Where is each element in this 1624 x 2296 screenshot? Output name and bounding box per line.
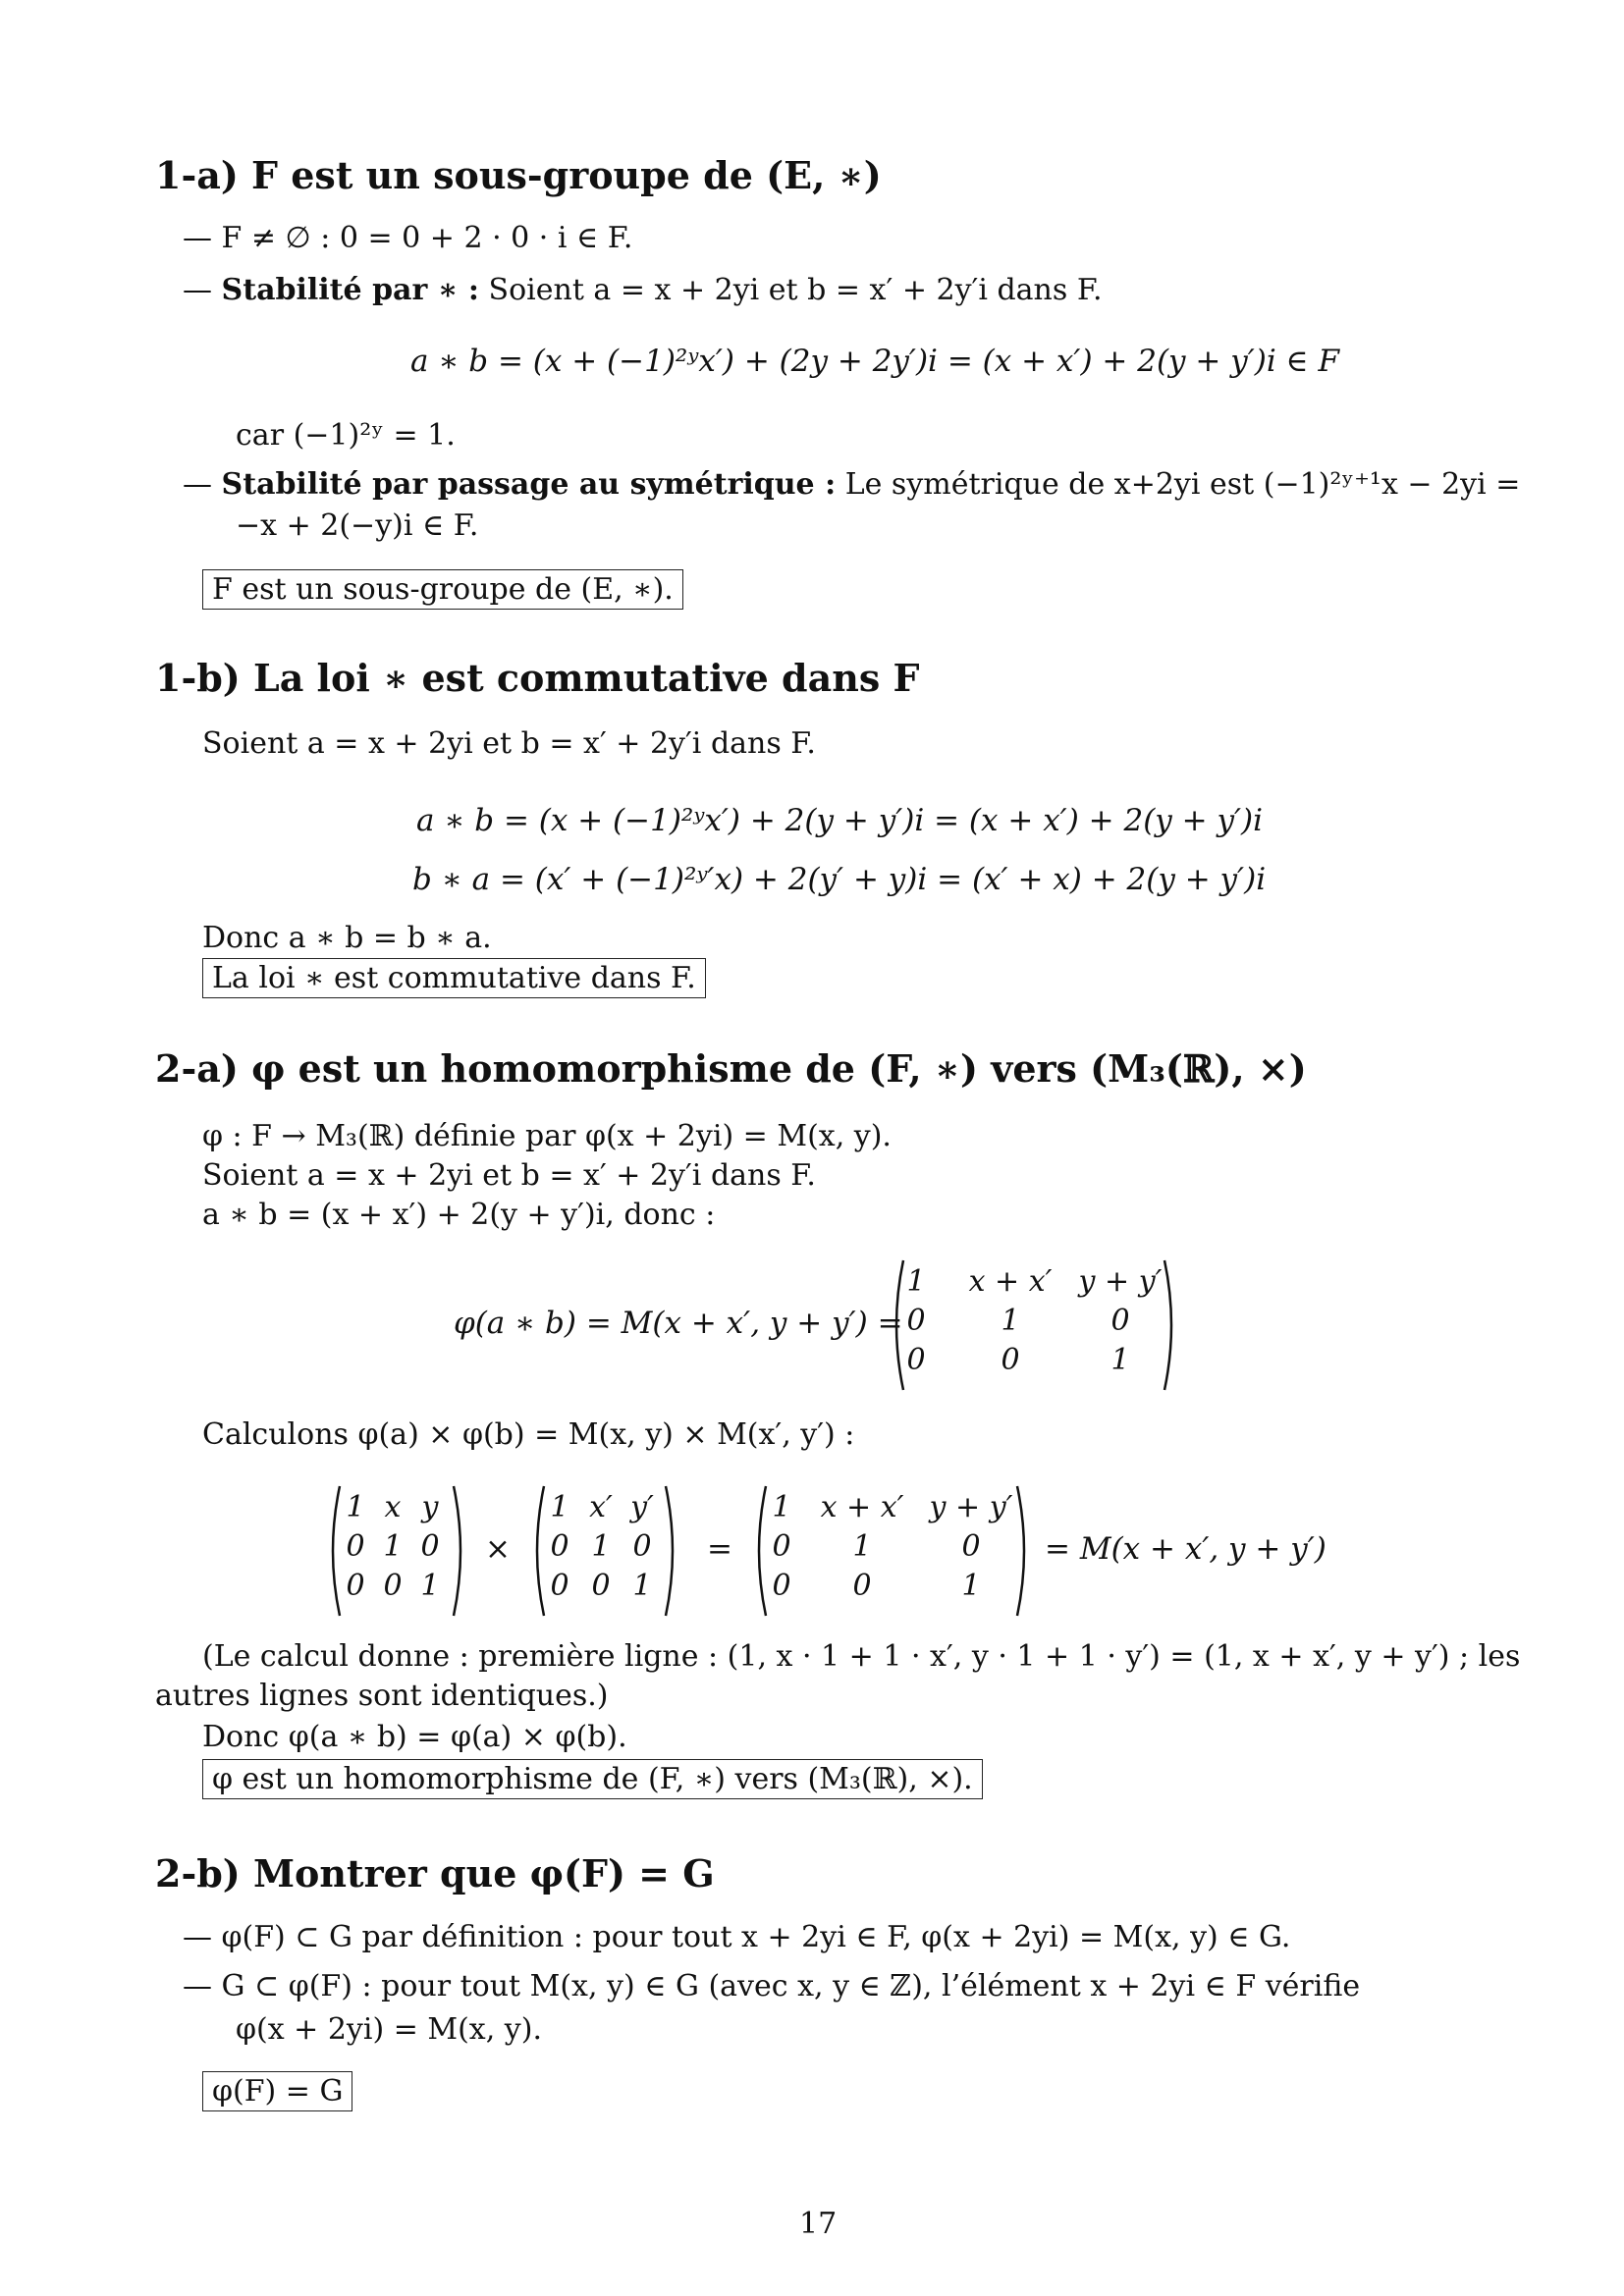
s2a-product: a ∗ b = (x + x′) + 2(y + y′)i, donc : xyxy=(202,1198,716,1232)
matrix-result xyxy=(750,1484,1035,1618)
s1a-equation: a ∗ b = (x + (−1)²ʸx′) + (2y + 2y′)i = (x + x′) + 2(y + y′)i ∈ F xyxy=(410,344,1339,379)
matrix-cell: y + y′ xyxy=(929,1490,1013,1524)
matrix-cell: 1 xyxy=(550,1490,569,1524)
s1b-equation-ba: b ∗ a = (x′ + (−1)²ʸ′x) + 2(y′ + y)i = (x′ + x) + 2(y + y′)i xyxy=(412,862,1267,897)
matrix-cell: 1 xyxy=(906,1264,926,1299)
s2b-item2-cont: φ(x + 2yi) = M(x, y). xyxy=(236,2012,542,2047)
matrix-cell: 1 xyxy=(420,1569,440,1603)
s1a-item2-text: Soient a = x + 2yi et b = x′ + 2y′i dans F. xyxy=(488,273,1103,307)
matrix-cell: 1 xyxy=(961,1569,981,1603)
s2a-result-box: φ est un homomorphisme de (F, ∗) vers (M₃(ℝ), ×). xyxy=(202,1759,983,1799)
matrix-right-paren xyxy=(450,1484,469,1618)
s2a-soient: Soient a = x + 2yi et b = x′ + 2y′i dans F. xyxy=(202,1158,816,1193)
matrix-right-paren xyxy=(662,1484,681,1618)
s1a-car: car (−1)²ʸ = 1. xyxy=(236,418,456,453)
matrix-cell: 0 xyxy=(591,1569,611,1603)
matrix-cell: 0 xyxy=(852,1569,872,1603)
matrix-cell: y xyxy=(421,1490,439,1524)
s1a-result-box: F est un sous-groupe de (E, ∗). xyxy=(202,569,683,610)
s1a-item3-text: Le symétrique de x+2yi est (−1)²ʸ⁺¹x − 2yi = xyxy=(844,467,1521,502)
s2a-calculons: Calculons φ(a) × φ(b) = M(x, y) × M(x′, y′) : xyxy=(202,1417,855,1452)
section-1b-title: 1-b) La loi ∗ est commutative dans F xyxy=(155,656,920,700)
matrix-cell: 1 xyxy=(1001,1304,1020,1338)
matrix-a xyxy=(324,1484,471,1618)
matrix-cell: x′ xyxy=(589,1490,613,1524)
s1b-equation-ab: a ∗ b = (x + (−1)²ʸx′) + 2(y + y′)i = (x + x′) + 2(y + y′)i xyxy=(416,803,1264,838)
s2a-note-line1: (Le calcul donne : première ligne : (1, x · 1 + 1 · x′, y · 1 + 1 · y′) = (1, x + x′, y + y′) ; les xyxy=(202,1639,1521,1674)
s1b-result-box: La loi ∗ est commutative dans F. xyxy=(202,958,706,998)
matrix-cell: 1 xyxy=(632,1569,652,1603)
matrix-cell: 0 xyxy=(550,1569,569,1603)
matrix-cell: x xyxy=(384,1490,402,1524)
matrix-cell: y + y′ xyxy=(1078,1264,1163,1299)
page-number: 17 xyxy=(799,2207,838,2241)
s2a-note-line2: autres lignes sont identiques.) xyxy=(155,1679,609,1713)
matrix-cell: y′ xyxy=(630,1490,654,1524)
s1a-item-symmetric: — Stabilité par passage au symétrique : Le symétrique de x+2yi est (−1)²ʸ⁺¹x − 2yi = xyxy=(183,467,1521,502)
matrix-cell: 1 xyxy=(1110,1343,1130,1377)
matrix-cell: 0 xyxy=(632,1529,652,1564)
s1a-item3-label: Stabilité par passage au symétrique : xyxy=(221,467,837,502)
matrix-cell: 0 xyxy=(346,1529,365,1564)
s2a-donc: Donc φ(a ∗ b) = φ(a) × φ(b). xyxy=(202,1720,627,1754)
s1a-item3-cont: −x + 2(−y)i ∈ F. xyxy=(236,508,479,543)
s2b-item1: — φ(F) ⊂ G par définition : pour tout x + 2yi ∈ F, φ(x + 2yi) = M(x, y) ∈ G. xyxy=(183,1920,1291,1954)
s2a-eq-rhs: = M(x + x′, y + y′) xyxy=(1045,1531,1326,1567)
matrix-cell: 0 xyxy=(383,1569,403,1603)
matrix-cell: 0 xyxy=(906,1343,926,1377)
matrix-cell: 0 xyxy=(1110,1304,1130,1338)
matrix-cell: 0 xyxy=(961,1529,981,1564)
equals-sign: = xyxy=(707,1531,732,1567)
matrix-cell: 0 xyxy=(550,1529,569,1564)
matrix-cell: 0 xyxy=(772,1569,791,1603)
s1a-item-nonempty: — F ≠ ∅ : 0 = 0 + 2 · 0 · i ∈ F. xyxy=(183,221,633,255)
matrix-cell: 1 xyxy=(383,1529,403,1564)
s2a-definition: φ : F → M₃(ℝ) définie par φ(x + 2yi) = M(x, y). xyxy=(202,1119,892,1153)
matrix-cell: 0 xyxy=(346,1569,365,1603)
matrix-sum xyxy=(888,1258,1182,1392)
section-1a-title: 1-a) F est un sous-groupe de (E, ∗) xyxy=(155,153,882,197)
matrix-cell: 0 xyxy=(420,1529,440,1564)
s2a-eq-lhs: φ(a ∗ b) = M(x + x′, y + y′) = xyxy=(454,1306,903,1341)
matrix-cell: x + x′ xyxy=(968,1264,1053,1299)
matrix-cell: 1 xyxy=(772,1490,791,1524)
times-sign: × xyxy=(485,1531,511,1567)
s2b-result-box: φ(F) = G xyxy=(202,2071,352,2111)
matrix-cell: 0 xyxy=(1001,1343,1020,1377)
s2b-item2: — G ⊂ φ(F) : pour tout M(x, y) ∈ G (avec x, y ∈ ℤ), l’élément x + 2yi ∈ F vérifie xyxy=(183,1969,1361,2003)
matrix-cell: 0 xyxy=(906,1304,926,1338)
matrix-cell: x + x′ xyxy=(820,1490,904,1524)
s1b-intro: Soient a = x + 2yi et b = x′ + 2y′i dans F. xyxy=(202,726,816,761)
matrix-cell: 1 xyxy=(591,1529,611,1564)
s1a-item2-label: Stabilité par ∗ : xyxy=(221,273,479,307)
matrix-cell: 1 xyxy=(852,1529,872,1564)
s1b-donc: Donc a ∗ b = b ∗ a. xyxy=(202,921,492,955)
section-2a-title: 2-a) φ est un homomorphisme de (F, ∗) vers (M₃(ℝ), ×) xyxy=(155,1046,1307,1091)
matrix-cell: 0 xyxy=(772,1529,791,1564)
matrix-cell: 1 xyxy=(346,1490,365,1524)
s1a-item-stability: — Stabilité par ∗ : Soient a = x + 2yi et b = x′ + 2y′i dans F. xyxy=(183,273,1103,307)
section-2b-title: 2-b) Montrer que φ(F) = G xyxy=(155,1851,715,1896)
matrix-b xyxy=(528,1484,685,1618)
